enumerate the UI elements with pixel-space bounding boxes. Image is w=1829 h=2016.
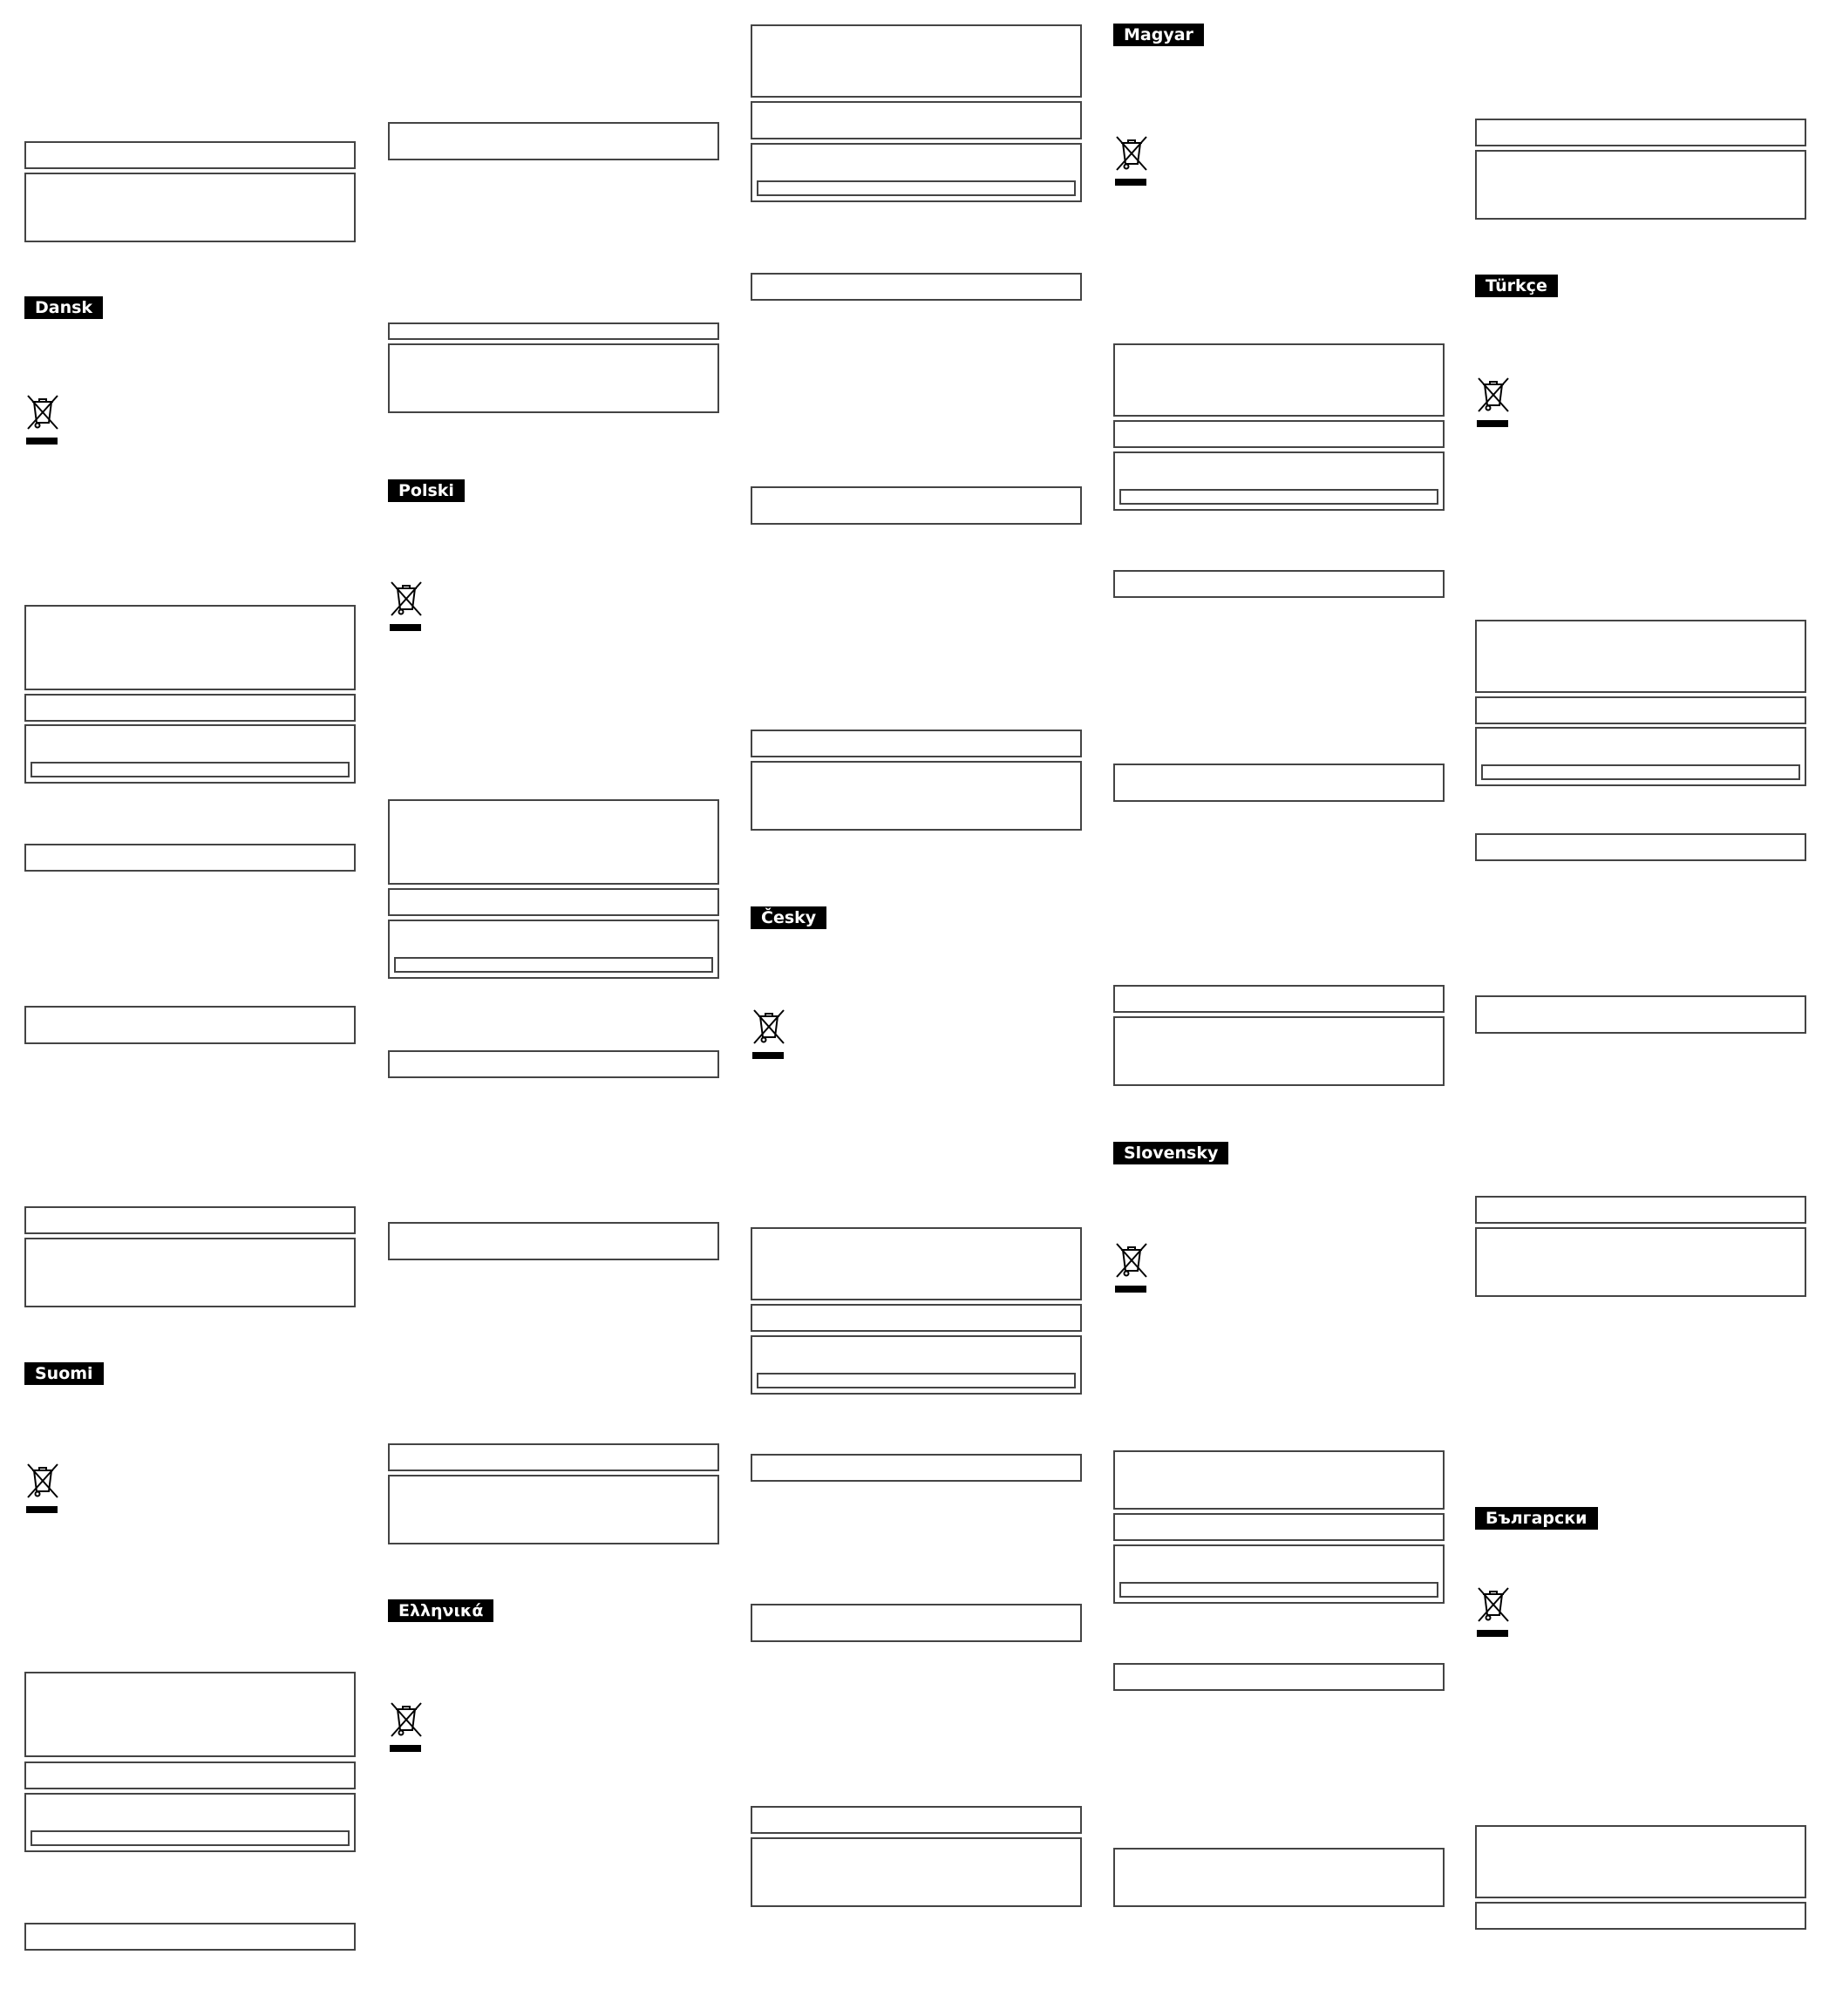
text-frame	[1113, 1544, 1445, 1604]
column-4	[1113, 0, 1445, 2016]
text-frame	[24, 724, 356, 784]
text-frame	[1475, 696, 1806, 724]
nested-frame	[757, 1373, 1076, 1388]
text-frame	[1475, 1902, 1806, 1930]
text-frame	[751, 1335, 1082, 1395]
weee-recycling-icon	[388, 579, 425, 631]
weee-recycling-icon	[24, 392, 61, 445]
text-frame	[1475, 119, 1806, 146]
nested-frame	[1119, 1582, 1438, 1598]
weee-recycling-icon	[1475, 375, 1512, 427]
nested-frame	[31, 1830, 350, 1846]
text-frame	[24, 694, 356, 722]
text-frame	[24, 141, 356, 169]
text-frame	[388, 1222, 719, 1260]
text-frame	[751, 730, 1082, 757]
text-frame	[1475, 1825, 1806, 1898]
text-frame	[24, 1923, 356, 1951]
nested-frame	[31, 762, 350, 777]
language-label-bulgarski: Български	[1475, 1507, 1598, 1530]
language-label-turkce: Türkçe	[1475, 275, 1558, 297]
text-frame	[24, 1761, 356, 1789]
weee-recycling-icon	[751, 1007, 787, 1059]
text-frame	[1113, 420, 1445, 448]
nested-frame	[394, 957, 713, 973]
text-frame	[24, 1206, 356, 1234]
text-frame	[388, 1443, 719, 1471]
text-frame	[24, 1238, 356, 1307]
language-label-polski: Polski	[388, 479, 465, 502]
text-frame	[1475, 995, 1806, 1034]
text-frame	[751, 143, 1082, 202]
text-frame	[751, 101, 1082, 139]
text-frame	[1113, 985, 1445, 1013]
weee-recycling-icon	[24, 1461, 61, 1513]
column-1	[24, 0, 356, 2016]
text-frame	[24, 1006, 356, 1044]
text-frame	[1113, 1016, 1445, 1086]
text-frame	[388, 920, 719, 979]
weee-recycling-icon	[1475, 1585, 1512, 1637]
column-2	[388, 0, 719, 2016]
weee-recycling-icon	[1113, 1240, 1150, 1293]
text-frame	[388, 322, 719, 340]
text-frame	[751, 1227, 1082, 1300]
text-frame	[751, 486, 1082, 525]
text-frame	[751, 24, 1082, 98]
text-frame	[1475, 1227, 1806, 1297]
language-label-suomi: Suomi	[24, 1362, 104, 1385]
language-label-magyar: Magyar	[1113, 24, 1204, 46]
text-frame	[1475, 727, 1806, 786]
text-frame	[751, 1454, 1082, 1482]
text-frame	[751, 1837, 1082, 1907]
text-frame	[24, 173, 356, 242]
text-frame	[24, 844, 356, 872]
text-frame	[24, 1672, 356, 1757]
text-frame	[1113, 1450, 1445, 1510]
text-frame	[1113, 451, 1445, 511]
language-label-cesky: Česky	[751, 906, 826, 929]
weee-recycling-icon	[1113, 133, 1150, 186]
text-frame	[1113, 1848, 1445, 1907]
language-label-slovensky: Slovensky	[1113, 1142, 1228, 1164]
text-frame	[751, 1806, 1082, 1834]
text-frame	[1113, 343, 1445, 417]
text-frame	[1113, 1663, 1445, 1691]
text-frame	[1113, 1513, 1445, 1541]
text-frame	[24, 1793, 356, 1852]
nested-frame	[1481, 764, 1800, 780]
text-frame	[24, 605, 356, 690]
text-frame	[1113, 570, 1445, 598]
text-frame	[751, 1604, 1082, 1642]
language-label-ellinika: Ελληνικά	[388, 1599, 493, 1622]
nested-frame	[757, 180, 1076, 196]
text-frame	[388, 122, 719, 160]
text-frame	[1475, 833, 1806, 861]
text-frame	[388, 1475, 719, 1544]
text-frame	[751, 273, 1082, 301]
weee-recycling-icon	[388, 1700, 425, 1752]
text-frame	[751, 1304, 1082, 1332]
column-3	[751, 0, 1082, 2016]
text-frame	[1475, 620, 1806, 693]
text-frame	[388, 1050, 719, 1078]
text-frame	[1113, 764, 1445, 802]
text-frame	[1475, 150, 1806, 220]
text-frame	[388, 799, 719, 885]
column-5	[1475, 0, 1806, 2016]
text-frame	[751, 761, 1082, 831]
language-label-dansk: Dansk	[24, 296, 103, 319]
nested-frame	[1119, 489, 1438, 505]
text-frame	[388, 888, 719, 916]
text-frame	[1475, 1196, 1806, 1224]
text-frame	[388, 343, 719, 413]
